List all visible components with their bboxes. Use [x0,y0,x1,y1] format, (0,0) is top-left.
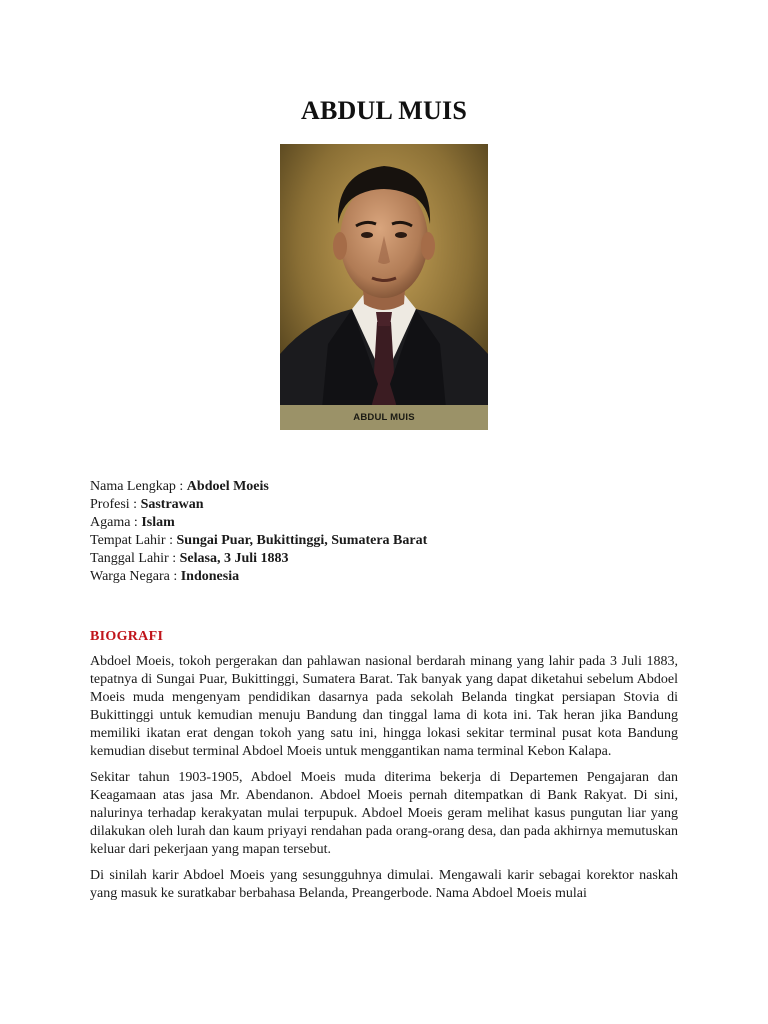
info-row-tempat-lahir [90,532,690,550]
info-value: Abdoel Moeis [186,479,269,494]
info-row-warga-negara [90,568,690,586]
info-row-profesi [90,496,690,514]
info-value: Sastrawan [140,497,204,512]
info-row-agama [90,514,690,532]
biography-text [90,653,678,911]
paragraph: Di sinilah karir Abdoel Moeis yang sesungguhnya dimulai. Mengawali karir sebagai korektor naskah yang masuk ke suratkabar berbahasa Belanda, Preangerbode. Nama Abdoel Moeis mulai [90,868,678,901]
info-value: Sungai Puar, Bukittinggi, Sumatera Barat [176,533,428,548]
section-heading-biografi: BIOGRAFI [90,629,164,644]
info-label: Tempat Lahir : [90,533,177,548]
profile-info [90,478,690,586]
info-label: Nama Lengkap : [90,479,187,494]
portrait-image [280,144,488,430]
info-label: Profesi : [90,497,141,512]
info-value: Indonesia [180,569,240,584]
paragraph: Abdoel Moeis, tokoh pergerakan dan pahlawan nasional berdarah minang yang lahir pada 3 Juli 1883, tepatnya di Sungai Puar, Bukittinggi, Sumatera Barat. Tak banyak yang dapat diketahui sebelum Abdoel Moeis muda mengenyam pendidikan dasarnya pada sekolah Belanda tingkat persiapan Stovia di Bukittinggi untuk kemudian menuju Bandung dan tinggal lama di kota ini. Tak heran jika Bandung memiliki ikatan erat dengan tokoh yang satu ini, hingga lokasi sekitar terminal pusat kota Bandung kemudian disebut terminal Abdoel Moeis untuk menggantikan nama terminal Kebon Kalapa. [90,654,678,759]
info-value: Islam [141,515,175,530]
portrait-caption-band [280,405,488,430]
info-label: Tanggal Lahir : [90,551,180,566]
portrait-painting [280,144,488,430]
info-row-tanggal-lahir [90,550,690,568]
info-row-nama [90,478,690,496]
info-label: Warga Negara : [90,569,181,584]
paragraph: Sekitar tahun 1903-1905, Abdoel Moeis muda diterima bekerja di Departemen Pengajaran dan Keagamaan atas jasa Mr. Abendanon. Abdoel Moeis pernah ditempatkan di Bank Rakyat. Di sini, nalurinya terhadap kerakyatan mulai terpupuk. Abdoel Moeis geram melihat kasus pungutan liar yang dilakukan oleh lurah dan kaum priyayi rendahan pada orang-orang desa, dan pada akhirnya memutuskan keluar dari pekerjaan yang mapan tersebut. [90,770,678,857]
portrait-caption: ABDUL MUIS [353,412,415,423]
document-title: ABDUL MUIS [301,96,467,125]
info-value: Selasa, 3 Juli 1883 [179,551,289,566]
info-label: Agama : [90,515,142,530]
